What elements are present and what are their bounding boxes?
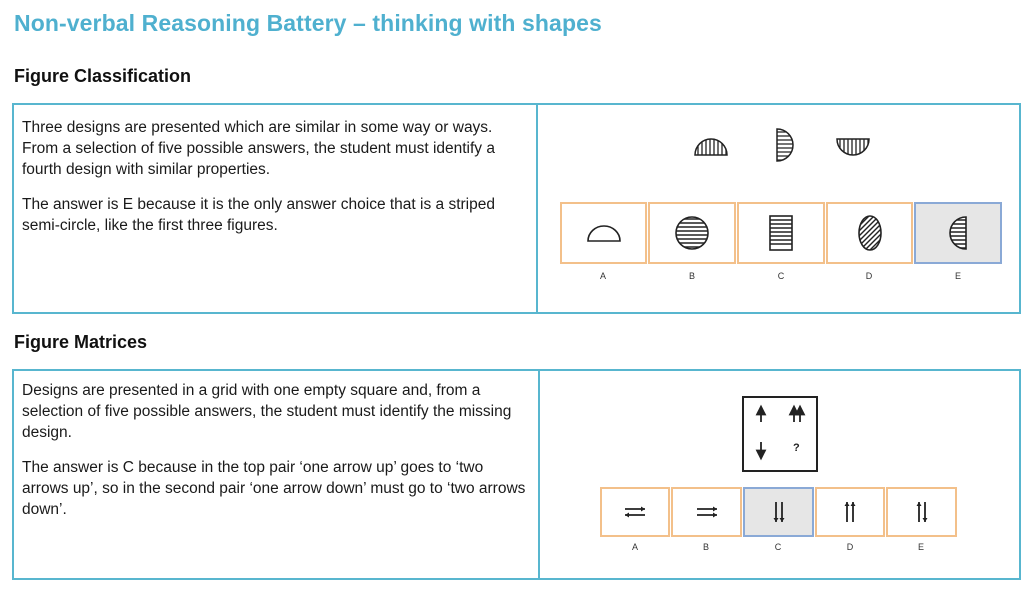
- figure-matrices-description: [22, 380, 532, 520]
- classification-option-b[interactable]: [648, 202, 736, 264]
- missing-cell-question-mark: ?: [793, 442, 800, 454]
- matrices-option-a[interactable]: [600, 487, 670, 537]
- stimulus-half-circle-down-icon: [836, 137, 870, 157]
- striped-rectangle-icon: [768, 214, 794, 252]
- option-label: A: [599, 271, 606, 281]
- striped-half-circle-left-icon: [947, 215, 969, 251]
- two-arrows-down-icon: [772, 499, 786, 525]
- stimulus-half-circle-right-icon: [774, 127, 796, 163]
- option-label: E: [917, 542, 924, 552]
- arrows-left-right-icon: [622, 505, 648, 519]
- arrows-right-right-icon: [694, 505, 720, 519]
- description-paragraph: The answer is E because it is the only answer choice that is a striped semi-circle, like the first three figures.: [22, 196, 495, 234]
- section-heading-figure-classification: Figure Classification: [14, 66, 192, 86]
- arrows-up-down-icon: [915, 499, 929, 525]
- panel-divider: [538, 371, 540, 578]
- matrix-arrows-icon: [744, 398, 816, 470]
- option-label: D: [846, 542, 854, 552]
- option-label: B: [688, 271, 695, 281]
- classification-option-e[interactable]: [914, 202, 1002, 264]
- option-label: B: [702, 542, 709, 552]
- page-title: Non-verbal Reasoning Battery – thinking with shapes: [14, 10, 602, 36]
- matrices-option-e[interactable]: [886, 487, 957, 537]
- figure-classification-panel: [12, 103, 1021, 314]
- section-heading-figure-matrices: Figure Matrices: [14, 332, 148, 352]
- stimulus-half-circle-up-icon: [694, 135, 728, 157]
- matrix-grid: [742, 396, 818, 472]
- striped-circle-icon: [674, 215, 710, 251]
- option-label: C: [774, 542, 782, 552]
- classification-option-c[interactable]: [737, 202, 825, 264]
- classification-option-a[interactable]: [560, 202, 647, 264]
- description-paragraph: Three designs are presented which are similar in some way or ways. From a selection of five possible answers, the student must identify a fourth design with similar properties.: [22, 119, 495, 178]
- description-paragraph: The answer is C because in the top pair ‘one arrow up’ goes to ‘two arrows up’, so in the second pair ‘one arrow down’ must go to ‘two arrows down’.: [22, 459, 526, 518]
- option-label: D: [865, 271, 873, 281]
- figure-classification-description: [22, 117, 532, 236]
- panel-divider: [536, 105, 538, 312]
- classification-option-d[interactable]: [826, 202, 913, 264]
- matrices-option-b[interactable]: [671, 487, 742, 537]
- matrices-option-d[interactable]: [815, 487, 885, 537]
- figure-matrices-panel: [12, 369, 1021, 580]
- option-label: A: [631, 542, 638, 552]
- striped-oval-icon: [856, 214, 884, 252]
- option-label: E: [954, 271, 961, 281]
- option-label: C: [777, 271, 785, 281]
- plain-half-circle-icon: [586, 222, 622, 244]
- two-arrows-up-icon: [843, 499, 857, 525]
- matrices-option-c[interactable]: [743, 487, 814, 537]
- description-paragraph: Designs are presented in a grid with one empty square and, from a selection of five possible answers, the student must identify the missing design.: [22, 382, 512, 441]
